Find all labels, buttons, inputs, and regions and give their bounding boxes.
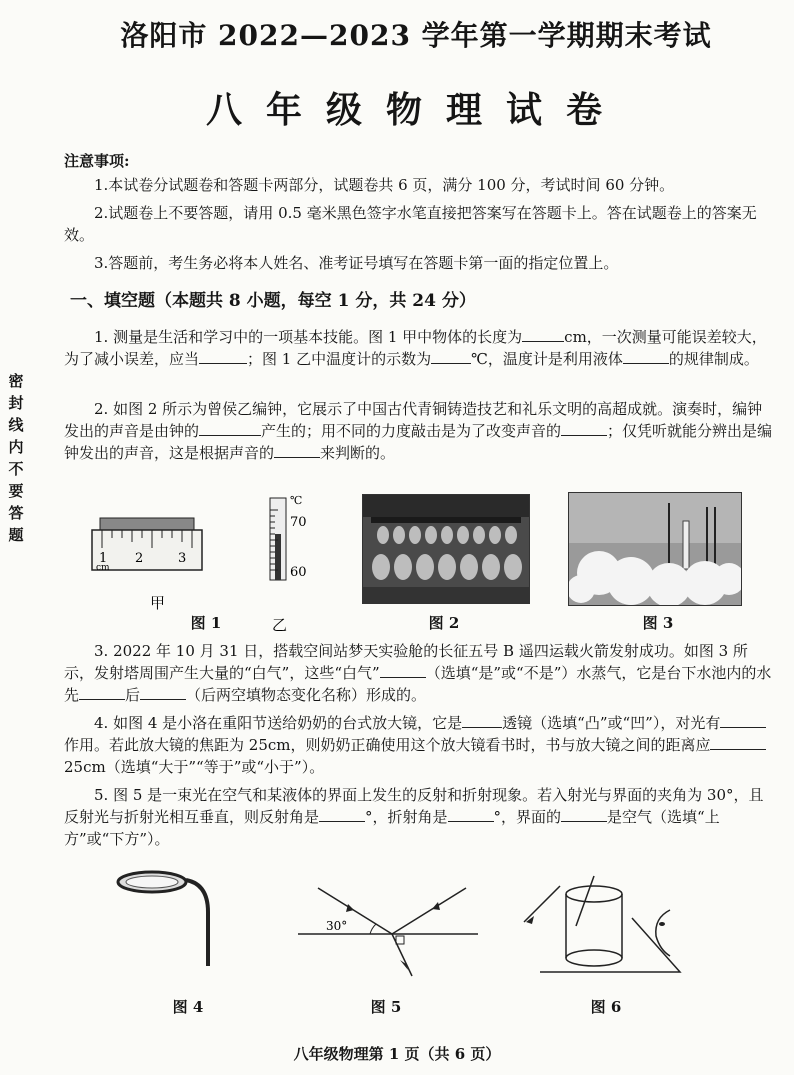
figure-3-caption: 图 3 — [642, 614, 674, 632]
figure-3-rocket-photo — [568, 492, 742, 606]
q5-text: °，折射角是 — [365, 808, 448, 826]
side-char: 内 — [8, 438, 24, 456]
section-title: 一、填空题（本题共 8 小题，每空 1 分，共 24 分） — [70, 291, 476, 311]
angle-label: 30° — [326, 919, 348, 933]
q3-text: 后 — [125, 686, 141, 704]
thermo-unit: ℃ — [290, 494, 303, 507]
q5-text: 是空气（选填“上方”或“下方”）。 — [64, 808, 720, 848]
question-5 — [64, 784, 776, 850]
answer-blank — [448, 806, 494, 822]
exam-title: 洛阳市 2022—2023 学年第一学期期末考试 — [120, 19, 712, 52]
answer-blank — [140, 684, 186, 700]
notice-heading: 注意事项: — [64, 152, 130, 170]
ruler-tick-2: 2 — [135, 551, 144, 566]
answer-blank — [274, 442, 320, 458]
side-char: 封 — [8, 394, 24, 412]
question-4 — [64, 712, 776, 778]
question-3 — [64, 640, 776, 706]
q4-text: 25cm（选填“大于”“等于”或“小于”）。 — [64, 758, 325, 776]
q5-text: °，界面的 — [493, 808, 562, 826]
figure-4-caption: 图 4 — [172, 998, 204, 1016]
figure-2-caption: 图 2 — [428, 614, 460, 632]
answer-blank — [199, 348, 247, 364]
q1-text: ℃，温度计是利用液体 — [471, 350, 623, 368]
q2-text: ；仅凭听就能分辨出是编钟发出的声音，这是根据声音的 — [64, 422, 773, 462]
figure-4-magnifier — [110, 862, 220, 972]
side-char: 不 — [8, 460, 24, 478]
notice-item-3: 3.答题前，考生务必将本人姓名、准考证号填写在答题卡第一面的指定位置上。 — [94, 254, 619, 272]
q1-text: ；图 1 乙中温度计的示数为 — [247, 350, 432, 368]
q5-text: 5. 图 5 是一束光在空气和某液体的界面上发生的反射和折射现象。若入射光与界面的夹角为 30°，且反射光与折射光相互垂直，则反射角是 — [64, 786, 764, 826]
q4-text: 透镜（选填“凸”或“凹”），对光有 — [502, 714, 721, 732]
side-char: 答 — [8, 504, 24, 522]
q3-text: 3. 2022 年 10 月 31 日，搭载空间站梦天实验舱的长征五号 B 遥四运载火箭发射成功。如图 3 所示，发射塔周围产生大量的“白气”，这些“白气” — [64, 642, 748, 682]
answer-blank — [623, 348, 669, 364]
fig1-label-a: 甲 — [150, 594, 166, 612]
q2-text: 产生的；用不同的力度敲击是为了改变声音的 — [261, 422, 562, 440]
q1-text: cm，一次测量可能误差较大，为了减小误差，应当 — [64, 328, 767, 368]
side-char: 题 — [8, 526, 24, 544]
figure-6-beaker — [520, 866, 720, 976]
thermo-60: 60 — [290, 565, 307, 580]
q1-text: 的规律制成。 — [668, 350, 759, 368]
answer-blank — [710, 734, 766, 750]
fig1-label-b: 乙 — [272, 616, 288, 634]
answer-blank — [561, 806, 607, 822]
figure-6-caption: 图 6 — [590, 998, 622, 1016]
answer-blank — [380, 662, 426, 678]
notice-item-1: 1.本试卷分试题卷和答题卡两部分，试题卷共 6 页，满分 100 分，考试时间 60 分钟。 — [94, 176, 675, 194]
side-char: 密 — [8, 372, 24, 390]
answer-blank — [561, 420, 607, 436]
q2-text: 来判断的。 — [320, 444, 396, 462]
answer-blank — [199, 420, 261, 436]
reflected-ray — [392, 888, 466, 934]
side-char: 要 — [8, 482, 24, 500]
refracted-ray — [392, 934, 412, 976]
answer-blank — [319, 806, 365, 822]
page-footer: 八年级物理第 1 页（共 6 页） — [293, 1045, 501, 1063]
thermo-70: 70 — [290, 515, 307, 530]
q2-text: 2. 如图 2 所示为曾侯乙编钟，它展示了中国古代青铜铸造技艺和礼乐文明的高超成就。演奏时，编钟发出的声音是由钟的 — [64, 400, 763, 440]
exam-subtitle: 八年级物理试卷 — [205, 89, 626, 131]
ruler-tick-3: 3 — [178, 551, 187, 566]
q3-text: （后两空填物态变化名称）形成的。 — [186, 686, 427, 704]
question-2 — [64, 398, 776, 464]
figure-1-caption: 图 1 — [190, 614, 222, 632]
thermometer-liquid — [275, 534, 281, 580]
answer-blank — [522, 326, 564, 342]
figure-5-light-diagram — [296, 880, 486, 980]
answer-blank — [720, 712, 766, 728]
figure-2-bells-photo — [362, 494, 530, 604]
answer-blank — [431, 348, 471, 364]
q4-text: 作用。若此放大镜的焦距为 25cm，则奶奶正确使用这个放大镜看书时，书与放大镜之间的距离应 — [64, 736, 711, 754]
question-1 — [64, 326, 776, 370]
answer-blank — [79, 684, 125, 700]
q1-text: 1. 测量是生活和学习中的一项基本技能。图 1 甲中物体的长度为 — [94, 328, 523, 346]
ruler-tick-1: 1 — [99, 551, 108, 566]
notice-item-2: 2.试题卷上不要答题，请用 0.5 毫米黑色签字水笔直接把答案写在答题卡上。答在试题卷上的答案无效。 — [64, 204, 757, 244]
side-char: 线 — [8, 416, 24, 434]
figure-5-caption: 图 5 — [370, 998, 402, 1016]
binding-line-notice — [2, 370, 30, 546]
answer-blank — [462, 712, 502, 728]
q3-text: （选填“是”或“不是”）水蒸气，它是台下水池内的水先 — [64, 664, 772, 704]
q4-text: 4. 如图 4 是小洛在重阳节送给奶奶的台式放大镜，它是 — [94, 714, 463, 732]
ruler-unit: cm — [96, 563, 110, 573]
